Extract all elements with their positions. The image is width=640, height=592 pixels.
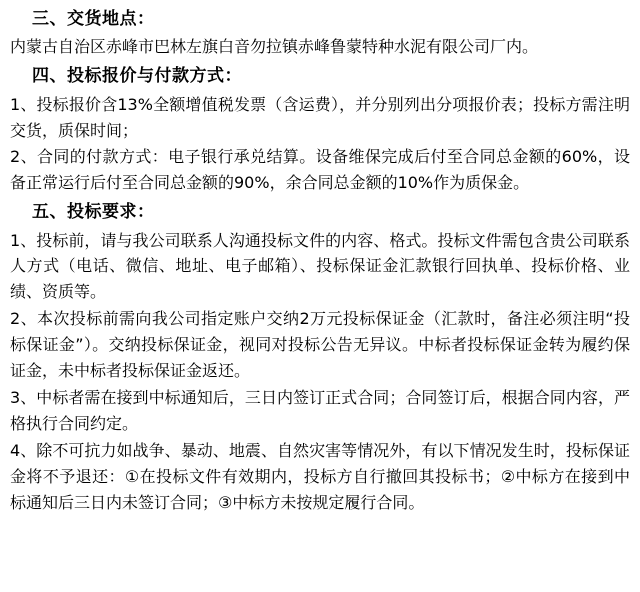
- paragraph-bid-requirement-item-2: 2、本次投标前需向我公司指定账户交纳2万元投标保证金（汇款时，备注必须注明“投标保证金”）。交纳投标保证金，视同对投标公告无异议。中标者投标保证金转为履约保证金，未中标者投标保证金返还。: [10, 309, 630, 381]
- paragraph-delivery-location-text: 内蒙古自治区赤峰市巴林左旗白音勿拉镇赤峰鲁蒙特种水泥有限公司厂内。: [10, 37, 539, 57]
- section-bid-price-payment: [10, 63, 630, 196]
- page-left-margin: [0, 0, 4, 592]
- paragraph-bid-price-item-1: 1、投标报价含13%全额增值税发票（含运费），并分别列出分项报价表；投标方需注明交货，质保时间；: [10, 94, 630, 140]
- section-delivery-location: [10, 6, 630, 60]
- section-bid-requirements: [10, 199, 630, 515]
- paragraph-bid-price-item-2: 2、合同的付款方式：电子银行承兑结算。设备维保完成后付至合同总金额的60%，设备正常运行后付至合同总金额的90%，余合同总金额的10%作为质保金。: [10, 147, 630, 193]
- section-heading: 四、投标报价与付款方式：: [32, 66, 242, 87]
- paragraph-bid-requirement-item-3: 3、中标者需在接到中标通知后，三日内签订正式合同；合同签订后，根据合同内容，严格执行合同约定。: [10, 388, 630, 433]
- section-heading: 三、交货地点：: [32, 9, 155, 29]
- paragraph-bid-requirement-item-1: 1、投标前，请与我公司联系人沟通投标文件的内容、格式。投标文件需包含贵公司联系人方式（电话、微信、地址、电子邮箱）、投标保证金汇款银行回执单、投标价格、业绩、资质等。: [10, 230, 630, 302]
- paragraph-bid-requirement-item-4: 4、除不可抗力如战争、暴动、地震、自然灾害等情况外，有以下情况发生时，投标保证金将不予退还：①在投标文件有效期内，投标方自行撤回其投标书；②中标方在接到中标通知后三日内未签订合同；③中标方未按规定履行合同。: [10, 440, 630, 512]
- section-heading: 五、投标要求：: [32, 202, 155, 223]
